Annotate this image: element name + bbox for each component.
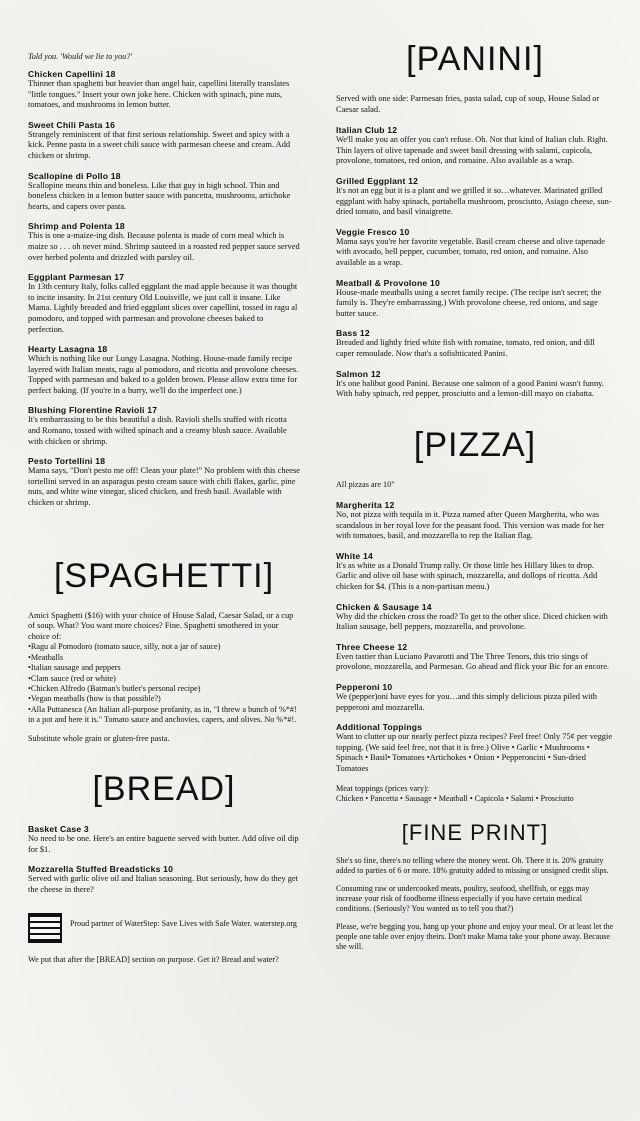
fine-print-heading: [FINE PRINT] (401, 820, 549, 846)
menu-item (28, 824, 300, 855)
spaghetti-option: •Meatballs (28, 652, 64, 662)
item-desc: We (pepper)oni have eyes for you…and this simply delicious pizza piled with pepperoni and mozzarella. (336, 692, 597, 712)
menu-item (336, 227, 614, 269)
item-title: Additional Toppings (336, 722, 423, 733)
item-title: Bass 12 (336, 328, 370, 339)
item-title: Veggie Fresco 10 (336, 226, 410, 237)
item-desc: Mama says you're her favorite vegetable. Basil cream cheese and olive tapenade with avocado, bell pepper, cucumber, tomato, red onion, and romaine. Also available as a wrap. (336, 236, 605, 267)
item-title: Chicken & Sausage 14 (336, 601, 432, 612)
menu-item (28, 864, 300, 895)
panini-note: Served with one side: Parmesan fries, pasta salad, cup of soup, House Salad or Caesar salad. (336, 94, 600, 114)
item-desc: Mama says, "Don't pesto me off! Clean your plate!" No problem with this cheese tortellini served in an asparagus pesto cream sauce with chili flakes, garlic, pine nuts, and white wine vinegar, sliced chicken, and fresh basil. Available with chicken or shrimp. (28, 466, 300, 508)
item-title: Mozzarella Stuffed Breadsticks 10 (28, 864, 174, 875)
meat-toppings-label: Meat toppings (prices vary): (336, 783, 429, 793)
menu-item (336, 682, 614, 713)
item-desc: Want to clutter up our nearly perfect pizza recipes? Feel free! Only 75¢ per veggie topping. (We said feel free, not that it is free.) Olive • Garlic • Mushrooms • Spinach • Basil• Tomatoes •Artichokes • Onion • Pepperoncini • Sun-dried Tomatoes (336, 732, 613, 773)
spaghetti-option: •Chicken Alfredo (Batman's butler's personal recipe) (28, 684, 201, 694)
menu-item (28, 120, 300, 162)
spaghetti-option: •Clam sauce (red or white) (28, 673, 116, 683)
item-desc: It's as white as a Donald Trump rally. Or those little hes Hillary likes to drop. Garlic and olive oil base with spinach, mozzarella, and dollops of ricotta. Add chicken for $4. (This is a non-partisan menu.) (336, 560, 598, 592)
menu-item (28, 69, 300, 111)
waterstep-logo (28, 913, 62, 943)
left-column (28, 52, 300, 966)
item-desc: Breaded and lightly fried white fish with romaine, tomato, red onion, and dill caper remoulade. Now that's a sofishticated Panini. (336, 338, 595, 358)
panini-heading: [PANINI] (406, 40, 544, 78)
item-desc: House-made meatballs using a secret family recipe. (The recipe isn't secret; the family is. They're embarrassing.) With provolone cheese, red onions, and sage butter sauce. (336, 287, 602, 318)
bread-heading: [BREAD] (92, 770, 236, 809)
spaghetti-intro: Amici Spaghetti ($16) with your choice of House Salad, Caesar Salad, or a cup of soup. What? You want more choices? Fine. Spaghetti smothered in your choice of: (28, 610, 294, 641)
waterstep-text: Proud partner of WaterStep: Save Lives with Safe Water. waterstep.org (70, 919, 297, 929)
item-desc: Which is nothing like our Lungy Lasagna. Nothing. House-made family recipe layered with Italian meats, ragu al pomodoro, and ricotta and provolone cheeses. Topped with parmesan and baked to a golden brown. Please allow extra time for perfect baking. (If you're in a hurry, we'll do the imperfect one.) (28, 354, 299, 395)
item-desc: It's not an egg but it is a plant and we grilled it so…whatever. Marinated grilled eggplant with baby spinach, portabella mushroom, prosciutto, Asiago cheese, sun-dried tomato, and basil vinaigrette. (336, 185, 612, 217)
item-desc: Even tastier than Luciano Pavarotti and The Three Tenors, this trio sings of provolone, mozzarella, and Parmesan. Go ahead and flick your Bic for an encore. (336, 651, 610, 672)
item-desc: It's one halibut good Panini. Because one salmon of a good Panini wasn't funny. With baby spinach, red pepper, prosciutto and a lemon-dill mayo on ciabatta. (336, 378, 604, 399)
item-title: Basket Case 3 (28, 824, 89, 835)
item-desc: This is one a-maize-ing dish. Because polenta is made of corn meal which is maize so . . . oh never mind. Shrimp sauteed in a roasted red pepper sauce served over herbed polenta and drizzled with parsley oil. (28, 231, 300, 262)
fine-print-para: Please, we're begging you, hang up your phone and enjoy your meal. Or at least let the people one table over enjoy theirs. Don't make Mama take your phone away. Because she will. (336, 922, 614, 952)
menu-item (336, 722, 614, 774)
item-desc: Strangely reminiscent of that first serious relationship. Sweet and spicy with a kick. Penne pasta in a sweet chili sauce with parmesan cheese and cream. Add chicken or shrimp. (28, 129, 291, 160)
item-desc: No, not pizza with tequila in it. Pizza named after Queen Margherita, who was scandalous in her royal love for the peasant food. This version was made for her with tomatoes, basil, and mozzarella to rep the Italian flag. (336, 510, 605, 541)
menu-item (336, 500, 614, 542)
item-title: White 14 (336, 550, 373, 561)
item-title: Margherita 12 (336, 500, 395, 511)
pizza-heading: [PIZZA] (413, 425, 537, 464)
item-title: Hearty Lasagna 18 (28, 344, 108, 355)
spaghetti-option: •Italian sausage and peppers (28, 663, 121, 673)
right-column (336, 40, 614, 952)
fine-print-para: She's so fine, there's no telling where the money went. Oh. There it is. 20% gratuity added to parties of 6 or more. 18% gratuity added to missing or unsigned credit slips. (336, 856, 609, 876)
menu-item (28, 221, 300, 263)
menu-item (28, 171, 300, 213)
item-desc: We'll make you an offer you can't refuse. Oh. Not that kind of Italian club. Right. Thin layers of olive tapenade and sweet basil dressing with salami, capicola, provolone, tomatoes, red onion, and romaine. Also available as a wrap. (336, 135, 608, 166)
menu-item (336, 328, 614, 359)
menu-intro: Told you. 'Would we lie to you?' (28, 52, 133, 61)
menu-item (28, 456, 300, 508)
item-title: Three Cheese 12 (336, 641, 408, 652)
menu-item (336, 602, 614, 633)
item-desc: Thinner than spaghetti but heavier than angel hair, capellini literally translates "little tongues." Insert your own joke here. Chicken with spinach, pine nuts, tomatoes, and mushrooms in lemon butter. (28, 79, 290, 110)
item-title: Shrimp and Polenta 18 (28, 221, 125, 232)
menu-item (28, 272, 300, 335)
item-title: Meatball & Provolone 10 (336, 277, 440, 288)
menu-item (336, 369, 614, 400)
menu-item (28, 405, 300, 447)
item-title: Scallopine di Pollo 18 (28, 170, 121, 181)
fine-print-para: Consuming raw or undercooked meats, poultry, seafood, shellfish, or eggs may increase your risk of foodborne illness especially if you have certain medical conditions. (Seriously? You wanted us to tell you that?) (336, 884, 590, 914)
item-title: Italian Club 12 (336, 125, 398, 136)
item-desc: In 13th century Italy, folks called eggplant the mad apple because it was thought to incite insanity. In 21st century Old Louisville, we just call it insane. Like Mama. Lightly breaded and fried eggplant slices over capellini, tossed in ragu al pomodoro, and topped with parmesan and provolone cheeses baked to perfection. (28, 282, 298, 334)
menu-item (336, 176, 614, 218)
item-title: Salmon 12 (336, 368, 381, 379)
item-desc: It's embarrassing to be this beautiful a dish. Ravioli shells stuffed with ricotta and Romano, tossed with wilted spinach and a creamy blush sauce. Available with chicken or shrimp. (28, 415, 287, 446)
item-title: Pesto Tortellini 18 (28, 456, 106, 467)
meat-toppings-list: Chicken • Pancetta • Sausage • Meatball • Capicola • Salami • Prosciutto (336, 794, 574, 803)
spaghetti-heading: [SPAGHETTI] (53, 556, 275, 595)
item-title: Grilled Eggplant 12 (336, 175, 419, 186)
item-title: Chicken Capellini 18 (28, 69, 116, 79)
spaghetti-option: •Alla Puttanesca (An Italian all-purpose profanity, as in, "I threw a bunch of %*#! in a pot and here it is." Tomato sauce and anchovies, capers, and olives. No %*#!. (28, 704, 297, 725)
item-desc: No need to be one. Here's an entire baguette served with butter. Add olive oil dip for $1. (28, 834, 299, 854)
waterstep-row (28, 913, 300, 943)
item-title: Sweet Chili Pasta 16 (28, 119, 116, 130)
item-title: Pepperoni 10 (336, 682, 393, 693)
menu-item (336, 642, 614, 673)
item-desc: Scallopine means thin and boneless. Like that guy in high school. Thin and boneless chicken in a lemon butter sauce with pancetta, mushrooms, artichoke hearts, and capers over pasta. (28, 180, 291, 211)
spaghetti-note: Substitute whole grain or gluten-free pasta. (28, 733, 170, 743)
menu-item (336, 278, 614, 320)
spaghetti-option: •Vegan meatballs (how is that possible?) (28, 694, 161, 704)
item-desc: Served with garlic olive oil and Italian seasoning. But seriously, how do they get the cheese in there? (28, 874, 298, 894)
spaghetti-option: •Ragu al Pomodoro (tomato sauce, silly, not a jar of sauce) (28, 642, 221, 652)
pizza-note: All pizzas are 10" (336, 479, 395, 489)
bread-footer: We put that after the [BREAD] section on purpose. Get it? Bread and water? (28, 955, 279, 965)
menu-item (28, 344, 300, 396)
item-desc: Why did the chicken cross the road? To get to the other slice. Diced chicken with Italian sausage, bell peppers, mozzarella, and provolone. (336, 611, 608, 632)
menu-item (336, 125, 614, 167)
menu-item (336, 551, 614, 593)
item-title: Eggplant Parmesan 17 (28, 272, 125, 283)
item-title: Blushing Florentine Ravioli 17 (28, 405, 158, 416)
